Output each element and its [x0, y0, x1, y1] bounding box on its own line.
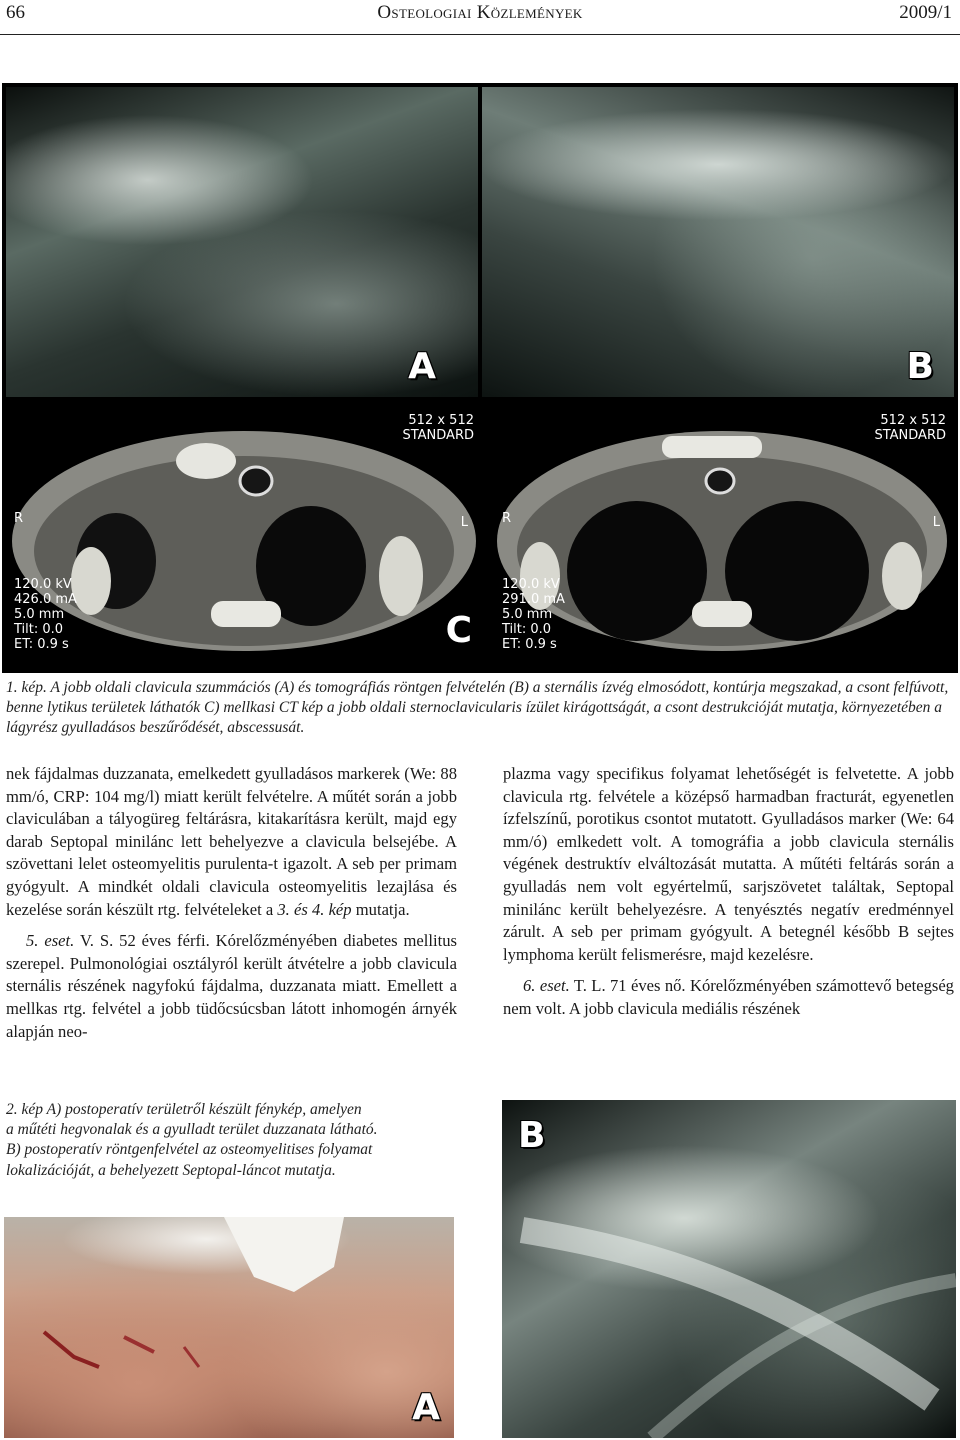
ct-left-params: [14, 577, 77, 652]
figure-ref-3: 3.: [277, 899, 290, 919]
ct-left-kv: 120.0 kV: [14, 577, 72, 592]
ct-left-ma: 426.0 mA: [14, 592, 77, 607]
xray-panel-b: [482, 87, 954, 397]
case-6-label: 6. eset.: [523, 976, 570, 996]
figure-1-caption: 1. kép. A jobb oldali clavicula szummációs (A) és tomográfiás röntgen felvételén (B) a sternális ízvég elmosódott, kontúrja megszakad, a csont felfúvott, benne lytikus területek láthatók C) mellkasi CT kép a jobb oldali sternoclavicularis ízület kirágottságát, a csont destrukcióját mutatja, környezetében a lágyrész gyulladásos beszűrődését, abscessusát.: [6, 679, 949, 737]
ct-right-kv: 120.0 kV: [502, 577, 560, 592]
paragraph-right-2-text: T. L. 71 éves nő. Kórelőzményében számottevő betegség nem volt. A jobb clavicula mediális részének: [503, 976, 954, 1018]
figure-2-caption: [6, 1100, 466, 1181]
ct-left-matrix: 512 x 512: [408, 413, 474, 428]
ct-right-slice: 5.0 mm: [502, 607, 553, 622]
panel-label-2a: A: [412, 1387, 440, 1428]
ct-left-header: [402, 413, 474, 443]
figure-2-caption-line-4: lokalizációját, a behelyezett Septopal-láncot mutatja.: [6, 1161, 336, 1179]
paragraph-left-1-text: nek fájdalmas duzzanata, emelkedett gyulladásos markerek (We: 88 mm/ó, CRP: 104 mg/l) miatt került felvételre. A műtét során a jobb claviculában a tályogüreg feltárásra, kitakarításra került, majd egy darab Septopal minilánc lett behelyezve a clavicula belsejébe. A szövettani lelet osteomyelitis purulenta-t igazolt. A seb per primam gyógyult. A mindkét oldali clavicula osteomyelitis lezajlása és kezelése során készült rtg. felvételeket a: [6, 764, 457, 919]
ct-right-ma: 291.0 mA: [502, 592, 565, 607]
paragraph-right-1: plazma vagy specifikus folyamat lehetőségét is felvetette. A jobb clavicula rtg. felvétele a középső harmadban fracturát, egyenetlen ízfelszínű, porotikus csontot mutatott. Gyulladásos marker (We: 64 mm/ó) emlkedett volt. A tomográfia a jobb clavicula sternális végének destruktív elváltozását mutatta. A műtéti feltárás során a gyulladás nem volt egyértelmű, sarjszövetet találtak, Septopal minilánc került behelyezésre. A tenyésztés negatív eredménnyel zárult. A seb per primam gyógyult. A betegnél később B sejtes lymphoma került felismerésre, majd kezelésre.: [503, 764, 954, 964]
ct-left-tilt: Tilt: 0.0: [14, 622, 64, 637]
ct-left-mode: STANDARD: [402, 428, 474, 443]
ct-left-side-l: L: [460, 515, 468, 530]
case-5-label: 5. eset.: [26, 931, 75, 951]
panel-label-c: C: [445, 610, 472, 651]
photo-scar-graphic: [4, 1217, 454, 1438]
ct-right-params: [502, 577, 565, 652]
photo-panel-a: [4, 1217, 454, 1438]
ct-right-et: ET: 0.9 s: [502, 637, 557, 652]
figure-2-caption-line-2: a műtéti hegvonalak és a gyulladt terület duzzanata látható.: [6, 1121, 378, 1139]
paragraph-left-1: [6, 763, 457, 921]
header-rule: [0, 34, 960, 35]
ct-right-mode: STANDARD: [874, 428, 946, 443]
panel-label-b: B: [906, 346, 934, 387]
paragraph-left-2-text: V. S. 52 éves férfi. Kórelőzményében diabetes mellitus szerepel. Pulmonológiai osztályról került átvételre a jobb clavicula sternális részének nagyfokú fájdalma, duzzanata miatt. Emellett a mellkas rtg. felvétel a jobb tüdőcsúcsban látott inhomogén árnyék alapján neo-: [6, 931, 457, 1041]
body-column-left: [6, 763, 457, 1052]
figure-2-caption-line-1: 2. kép A) postoperatív területről készült fénykép, amelyen: [6, 1101, 362, 1118]
ct-right-side-r: R: [502, 511, 512, 526]
xray-panel-a: [6, 87, 478, 397]
panel-label-a: A: [408, 346, 436, 387]
paragraph-right-2: [503, 975, 954, 1020]
ct-left-et: ET: 0.9 s: [14, 637, 69, 652]
journal-title: Osteologiai Közlemények: [377, 2, 583, 23]
figure-2-caption-line-3: B) postoperatív röntgenfelvétel az osteomyelitises folyamat: [6, 1141, 373, 1159]
ct-right-tilt: Tilt: 0.0: [502, 622, 552, 637]
ct-left-slice: 5.0 mm: [14, 607, 65, 622]
page-number: 66: [6, 2, 25, 23]
ct-panel-left: [6, 401, 482, 663]
ct-right-side-l: L: [932, 515, 940, 530]
figure-ref-4: 4. kép: [311, 899, 352, 919]
xray-panel-2b: [502, 1100, 956, 1438]
figure-ref-and: és: [293, 899, 308, 919]
paragraph-left-1-end: mutatja.: [355, 899, 410, 919]
panel-label-2b: B: [518, 1115, 546, 1156]
ct-right-header: [874, 413, 946, 443]
figure-1: [2, 83, 958, 673]
ct-panel-right: [492, 401, 954, 663]
body-column-right: [503, 763, 954, 1030]
ct-right-matrix: 512 x 512: [880, 413, 946, 428]
paragraph-left-2: [6, 930, 457, 1043]
issue-number: 2009/1: [899, 2, 952, 23]
ct-left-side-r: R: [14, 511, 24, 526]
xray-clavicle-graphic: [502, 1100, 956, 1438]
